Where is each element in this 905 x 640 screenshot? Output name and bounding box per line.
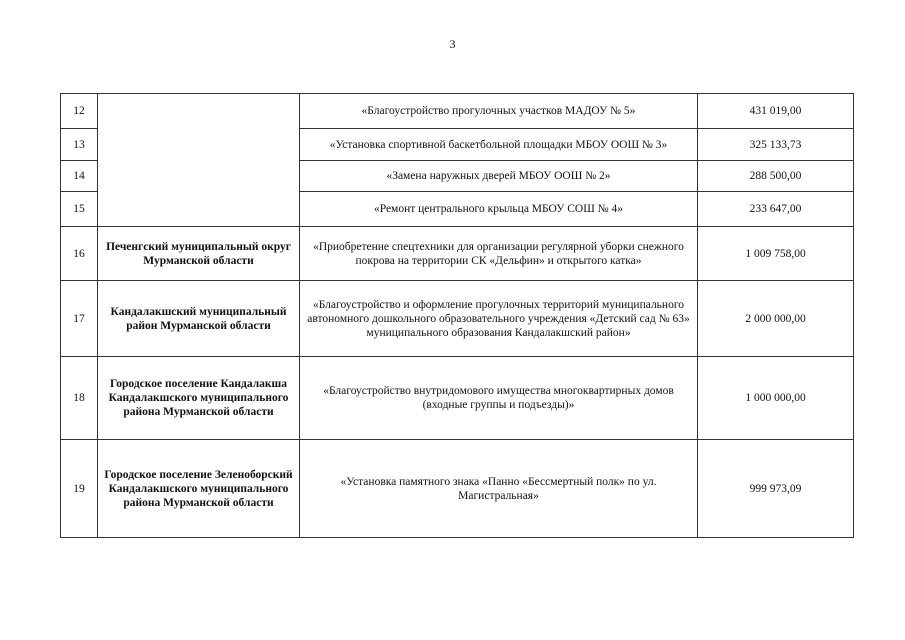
table-row bbox=[61, 357, 854, 440]
municipality-cell bbox=[98, 94, 300, 227]
row-number: 17 bbox=[61, 281, 98, 357]
project-cell: «Благоустройство прогулочных участков МАДОУ № 5» bbox=[300, 94, 698, 129]
project-cell: «Благоустройство и оформление прогулочных территорий муниципального автономного дошкольного образовательного учреждения «Детский сад № 63» муниципального образования Кандалакшский район» bbox=[300, 281, 698, 357]
amount-cell: 288 500,00 bbox=[698, 161, 854, 192]
table-row bbox=[61, 94, 854, 129]
row-number: 15 bbox=[61, 192, 98, 227]
row-number: 16 bbox=[61, 227, 98, 281]
row-number: 14 bbox=[61, 161, 98, 192]
project-cell: «Замена наружных дверей МБОУ ООШ № 2» bbox=[300, 161, 698, 192]
table-row bbox=[61, 440, 854, 538]
amount-cell: 999 973,09 bbox=[698, 440, 854, 538]
row-number: 12 bbox=[61, 94, 98, 129]
municipality-cell: Городское поселение Зеленоборский Кандалакшского муниципального района Мурманской области bbox=[98, 440, 300, 538]
amount-cell: 325 133,73 bbox=[698, 129, 854, 161]
projects-table bbox=[60, 93, 854, 538]
amount-cell: 233 647,00 bbox=[698, 192, 854, 227]
project-cell: «Ремонт центрального крыльца МБОУ СОШ № 4» bbox=[300, 192, 698, 227]
project-cell: «Установка спортивной баскетбольной площадки МБОУ ООШ № 3» bbox=[300, 129, 698, 161]
project-cell: «Установка памятного знака «Панно «Бессмертный полк» по ул. Магистральная» bbox=[300, 440, 698, 538]
table-row bbox=[61, 281, 854, 357]
amount-cell: 431 019,00 bbox=[698, 94, 854, 129]
row-number: 13 bbox=[61, 129, 98, 161]
project-cell: «Благоустройство внутридомового имущества многоквартирных домов (входные группы и подъезды)» bbox=[300, 357, 698, 440]
project-cell: «Приобретение спецтехники для организации регулярной уборки снежного покрова на территории СК «Дельфин» и открытого катка» bbox=[300, 227, 698, 281]
municipality-cell: Городское поселение Кандалакша Кандалакшского муниципального района Мурманской области bbox=[98, 357, 300, 440]
row-number: 19 bbox=[61, 440, 98, 538]
municipality-cell: Печенгский муниципальный округ Мурманской области bbox=[98, 227, 300, 281]
page-number: 3 bbox=[449, 37, 456, 51]
municipality-cell: Кандалакшский муниципальный район Мурманской области bbox=[98, 281, 300, 357]
amount-cell: 1 000 000,00 bbox=[698, 357, 854, 440]
row-number: 18 bbox=[61, 357, 98, 440]
table-row bbox=[61, 227, 854, 281]
amount-cell: 1 009 758,00 bbox=[698, 227, 854, 281]
amount-cell: 2 000 000,00 bbox=[698, 281, 854, 357]
